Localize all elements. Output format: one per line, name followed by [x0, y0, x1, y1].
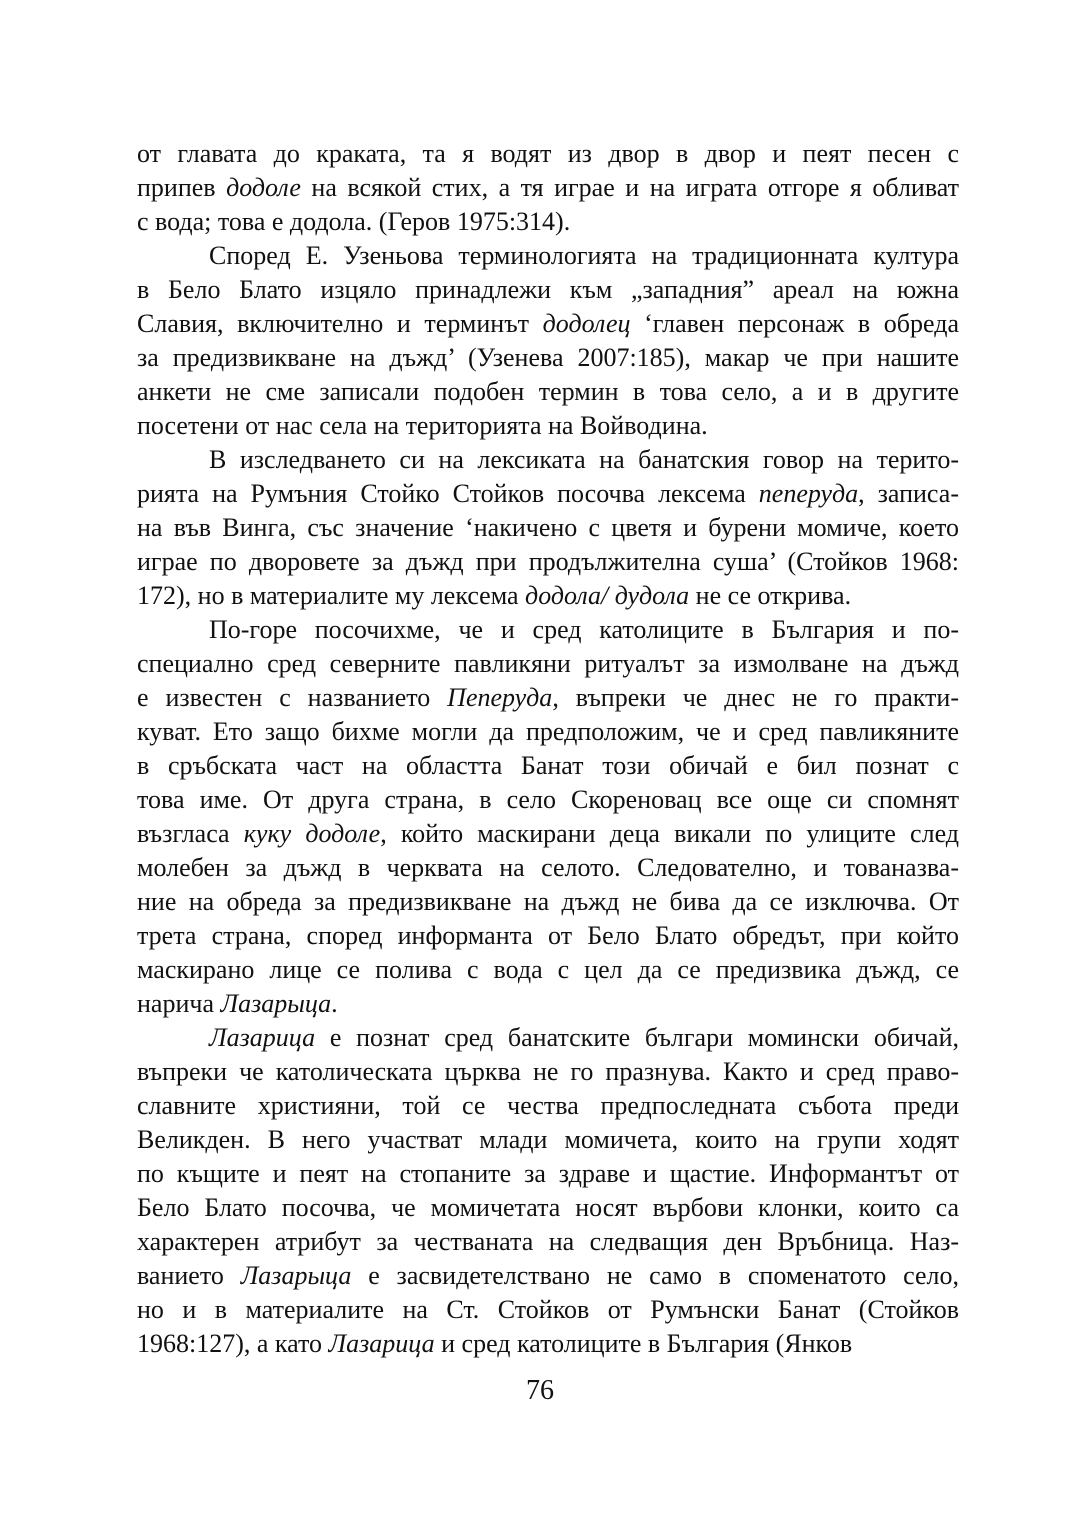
- text-line: [137, 545, 959, 579]
- text-run: не се открива.: [689, 581, 852, 610]
- text-run: Според Е. Узеньова терминологията на традиционната култура: [209, 241, 959, 270]
- text-run: По-горе посочихме, че и сред католиците в България и по-: [209, 615, 959, 644]
- text-run: ние на обреда за предизвикване на дъжд не бива да се изключва. От: [137, 887, 959, 916]
- text-line: [137, 715, 959, 749]
- page-number: 76: [526, 1375, 554, 1406]
- text-run: за предизвикване на дъжд’ (Узенева 2007:185), макар че при нашите: [137, 343, 959, 372]
- text-line: [137, 1123, 959, 1157]
- text-line: [137, 1191, 959, 1225]
- text-run: на във Винга, със значение ‘накичено с цветя и бурени момиче, което: [137, 513, 959, 542]
- text-line: [137, 1293, 959, 1327]
- text-block: [137, 137, 959, 1361]
- text-run: Великден. В него участват млади момичета, които на групи ходят: [137, 1125, 959, 1154]
- text-line: [137, 919, 959, 953]
- text-line: [137, 477, 959, 511]
- text-line: [137, 341, 959, 375]
- text-run: анкети не сме записали подобен термин в това село, а и в другите: [137, 377, 959, 406]
- text-run: в Бело Блато изцяло принадлежи към „западния” ареал на южна: [137, 275, 959, 304]
- text-line: [137, 749, 959, 783]
- text-run: ванието: [137, 1261, 241, 1290]
- text-run: е познат сред банатските българи момински обичай,: [315, 1023, 959, 1052]
- text-line: [137, 511, 959, 545]
- text-run: е засвидетелствано не само в споменатото село,: [351, 1261, 959, 1290]
- italic-run: Лазарица: [209, 1023, 316, 1052]
- text-line: [137, 885, 959, 919]
- italic-run: Пеперуда: [447, 683, 553, 712]
- text-run: припев: [137, 173, 227, 202]
- text-line: [137, 817, 959, 851]
- text-run: с вода; това е додола. (Геров 1975:314).: [137, 207, 571, 236]
- text-run: въпреки че католическата църква не го празнува. Както и сред право-: [137, 1057, 959, 1086]
- page-footer: [0, 1374, 1080, 1408]
- text-line: [137, 1327, 959, 1361]
- text-line: [137, 409, 959, 443]
- text-line: [137, 239, 959, 273]
- text-line: [137, 851, 959, 885]
- text-run: молебен за дъжд в черквата на селото. Следователно, и тованазва-: [137, 853, 959, 882]
- text-run: трета страна, според информанта от Бело Блато обредът, при който: [137, 921, 959, 950]
- text-run: В изследването си на лексиката на банатския говор на терито-: [209, 445, 959, 474]
- text-run: .: [331, 989, 338, 1018]
- text-line: [137, 647, 959, 681]
- text-run: по къщите и пеят на стопаните за здраве и щастие. Информантът от: [137, 1159, 959, 1188]
- text-run: рията на Румъния Стойко Стойков посочва лексема: [137, 479, 759, 508]
- text-run: в сръбската част на областта Банат този обичай е бил познат с: [137, 751, 959, 780]
- text-line: [137, 1259, 959, 1293]
- text-run: славните християни, той се чества предпоследната събота преди: [137, 1091, 959, 1120]
- text-line: [137, 1055, 959, 1089]
- text-run: нарича: [137, 989, 221, 1018]
- italic-run: Лазарица: [328, 1329, 435, 1358]
- italic-run: Лазарыца: [240, 1261, 352, 1290]
- text-line: [137, 307, 959, 341]
- text-run: ‘главен персонаж в обреда: [630, 309, 959, 338]
- text-line: [137, 443, 959, 477]
- text-line: [137, 1021, 959, 1055]
- text-line: [137, 1225, 959, 1259]
- text-line: [137, 613, 959, 647]
- text-line: [137, 137, 959, 171]
- text-line: [137, 205, 959, 239]
- text-run: на всякой стих, а тя играе и на играта отгоре я обливат: [300, 173, 959, 202]
- text-run: , записа-: [858, 479, 959, 508]
- italic-run: Лазарыца: [220, 989, 332, 1018]
- text-run: Славия, включително и терминът: [137, 309, 543, 338]
- text-line: [137, 375, 959, 409]
- italic-run: додоле: [226, 173, 301, 202]
- text-line: [137, 579, 959, 613]
- text-line: [137, 273, 959, 307]
- text-line: [137, 783, 959, 817]
- italic-run: додола/ дудола: [525, 581, 690, 610]
- text-run: специално сред северните павликяни ритуалът за измолване на дъжд: [137, 649, 959, 678]
- text-run: играе по дворовете за дъжд при продължителна суша’ (Стойков 1968:: [137, 547, 959, 576]
- text-line: [137, 987, 959, 1021]
- italic-run: додолец: [542, 309, 631, 338]
- text-run: 1968:127), а като: [137, 1329, 329, 1358]
- italic-run: куку додоле: [243, 819, 381, 848]
- text-run: , въпреки че днес не го практи-: [552, 683, 959, 712]
- text-line: [137, 1089, 959, 1123]
- text-run: куват. Ето защо бихме могли да предположим, че и сред павликяните: [137, 717, 959, 746]
- text-run: Бело Блато посочва, че момичетата носят върбови клонки, които са: [137, 1193, 959, 1222]
- text-run: посетени от нас села на територията на Войводина.: [137, 411, 708, 440]
- text-run: характерен атрибут за честваната на следващия ден Връбница. Наз-: [137, 1227, 959, 1256]
- text-run: е известен с названието: [137, 683, 448, 712]
- text-line: [137, 171, 959, 205]
- text-line: [137, 1157, 959, 1191]
- text-run: възгласа: [137, 819, 244, 848]
- text-run: и сред католиците в България (Янков: [434, 1329, 853, 1358]
- text-run: това име. От друга страна, в село Скореновац все още си спомнят: [137, 785, 959, 814]
- italic-run: пеперуда: [758, 479, 859, 508]
- text-line: [137, 953, 959, 987]
- text-run: , който маскирани деца викали по улиците след: [380, 819, 959, 848]
- text-run: от главата до краката, та я водят из двор в двор и пеят песен с: [137, 139, 959, 168]
- text-run: 172), но в материалите му лексема: [137, 581, 526, 610]
- text-run: но и в материалите на Ст. Стойков от Румънски Банат (Стойков: [137, 1295, 959, 1324]
- text-line: [137, 681, 959, 715]
- text-run: маскирано лице се полива с вода с цел да се предизвика дъжд, се: [137, 955, 959, 984]
